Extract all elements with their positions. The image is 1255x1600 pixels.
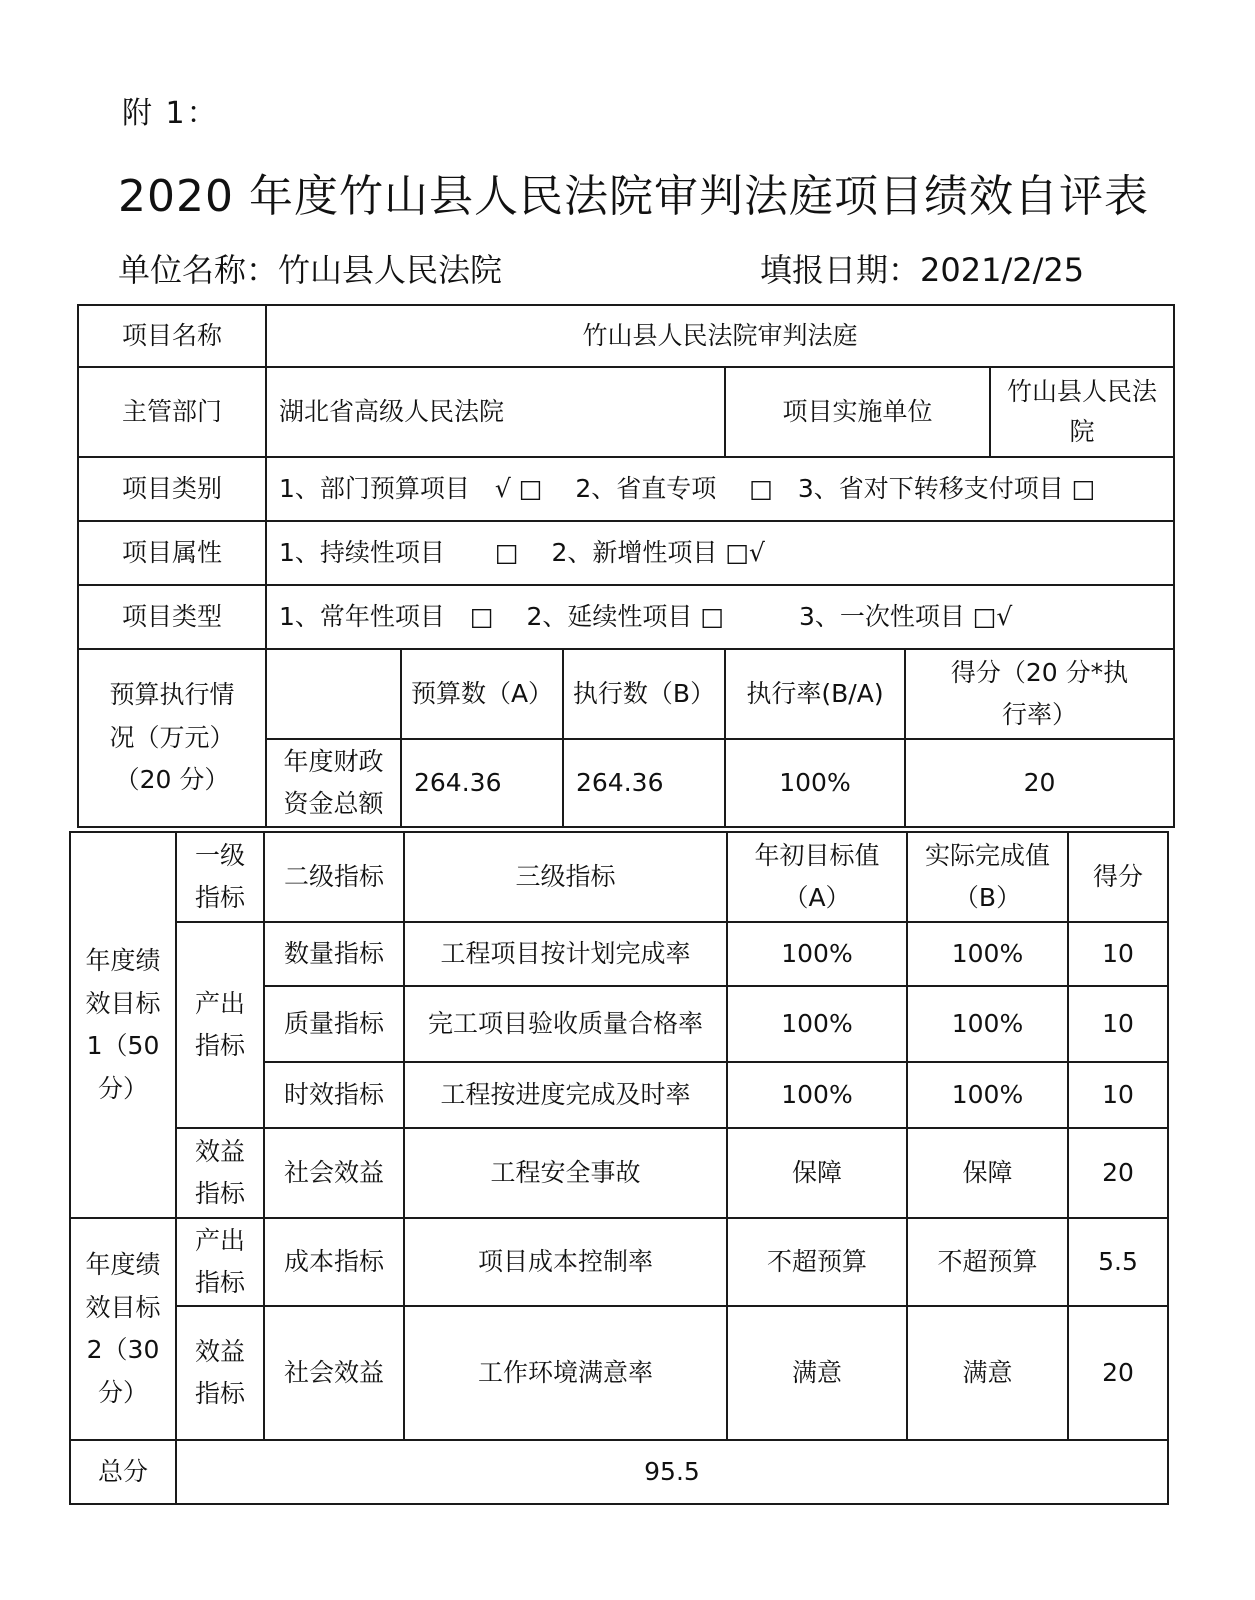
budget-col-b: 执行数（B） — [563, 649, 725, 739]
row5-score: 5.5 — [1068, 1218, 1168, 1306]
project-name-label: 项目名称 — [78, 305, 266, 367]
row4-actual: 保障 — [907, 1128, 1068, 1218]
row4-score: 20 — [1068, 1128, 1168, 1218]
row6-target: 满意 — [727, 1306, 907, 1440]
row2-level3: 完工项目验收质量合格率 — [404, 986, 727, 1062]
row3-actual: 100% — [907, 1062, 1068, 1128]
row3-level2: 时效指标 — [264, 1062, 404, 1128]
head-score: 得分 — [1068, 832, 1168, 922]
row5-actual: 不超预算 — [907, 1218, 1068, 1306]
total-value: 95.5 — [176, 1440, 1168, 1504]
row6-actual: 满意 — [907, 1306, 1068, 1440]
benefit-indicator-label-2: 效益指标 — [176, 1306, 264, 1440]
dept-value: 湖北省高级人民法院 — [266, 367, 725, 457]
project-info-table — [77, 304, 1175, 828]
performance-table — [69, 831, 1169, 1505]
budget-col-a: 预算数（A） — [401, 649, 563, 739]
head-level3: 三级指标 — [404, 832, 727, 922]
category-label: 项目类别 — [78, 457, 266, 521]
attribute-label: 项目属性 — [78, 521, 266, 585]
row3-target: 100% — [727, 1062, 907, 1128]
output-indicator-label-2: 产出指标 — [176, 1218, 264, 1306]
row2-score: 10 — [1068, 986, 1168, 1062]
budget-value-b: 264.36 — [563, 739, 725, 827]
project-name-value: 竹山县人民法院审判法庭 — [266, 305, 1174, 367]
benefit-indicator-label: 效益指标 — [176, 1128, 264, 1218]
annex-label: 附 1： — [122, 96, 219, 131]
head-level2: 二级指标 — [264, 832, 404, 922]
impl-unit-value: 竹山县人民法院 — [990, 367, 1174, 457]
attribute-options: 1、持续性项目 □ 2、新增性项目 □√ — [266, 521, 1174, 585]
row3-score: 10 — [1068, 1062, 1168, 1128]
row1-score: 10 — [1068, 922, 1168, 986]
row4-target: 保障 — [727, 1128, 907, 1218]
head-level1: 一级指标 — [176, 832, 264, 922]
output-indicator-label: 产出指标 — [176, 922, 264, 1128]
row5-level2: 成本指标 — [264, 1218, 404, 1306]
dept-label: 主管部门 — [78, 367, 266, 457]
goal1-label: 年度绩效目标 1（50 分） — [70, 832, 176, 1218]
category-options: 1、部门预算项目 √ □ 2、省直专项 □ 3、省对下转移支付项目 □ — [266, 457, 1174, 521]
impl-unit-label: 项目实施单位 — [725, 367, 990, 457]
row5-target: 不超预算 — [727, 1218, 907, 1306]
row5-level3: 项目成本控制率 — [404, 1218, 727, 1306]
budget-value-a: 264.36 — [401, 739, 563, 827]
row2-target: 100% — [727, 986, 907, 1062]
row1-actual: 100% — [907, 922, 1068, 986]
row4-level2: 社会效益 — [264, 1128, 404, 1218]
head-target: 年初目标值（A） — [727, 832, 907, 922]
row6-level3: 工作环境满意率 — [404, 1306, 727, 1440]
budget-value-rate: 100% — [725, 739, 905, 827]
budget-value-score: 20 — [905, 739, 1174, 827]
budget-label: 预算执行情况（万元）（20 分） — [78, 649, 266, 827]
row2-level2: 质量指标 — [264, 986, 404, 1062]
row1-level2: 数量指标 — [264, 922, 404, 986]
row6-score: 20 — [1068, 1306, 1168, 1440]
row1-level3: 工程项目按计划完成率 — [404, 922, 727, 986]
report-date: 填报日期：2021/2/25 — [760, 251, 1085, 289]
budget-row-label: 年度财政资金总额 — [266, 739, 401, 827]
row4-level3: 工程安全事故 — [404, 1128, 727, 1218]
goal2-label: 年度绩效目标 2（30 分） — [70, 1218, 176, 1440]
budget-col-score: 得分（20 分*执行率） — [905, 649, 1174, 739]
page-title: 2020 年度竹山县人民法院审判法庭项目绩效自评表 — [118, 171, 1149, 222]
total-label: 总分 — [70, 1440, 176, 1504]
row1-target: 100% — [727, 922, 907, 986]
budget-col-rate: 执行率(B/A) — [725, 649, 905, 739]
head-actual: 实际完成值（B） — [907, 832, 1068, 922]
unit-name: 单位名称：竹山县人民法院 — [118, 251, 503, 289]
type-label: 项目类型 — [78, 585, 266, 649]
budget-blank-cell — [266, 649, 401, 739]
row3-level3: 工程按进度完成及时率 — [404, 1062, 727, 1128]
row6-level2: 社会效益 — [264, 1306, 404, 1440]
row2-actual: 100% — [907, 986, 1068, 1062]
type-options: 1、常年性项目 □ 2、延续性项目 □ 3、一次性项目 □√ — [266, 585, 1174, 649]
